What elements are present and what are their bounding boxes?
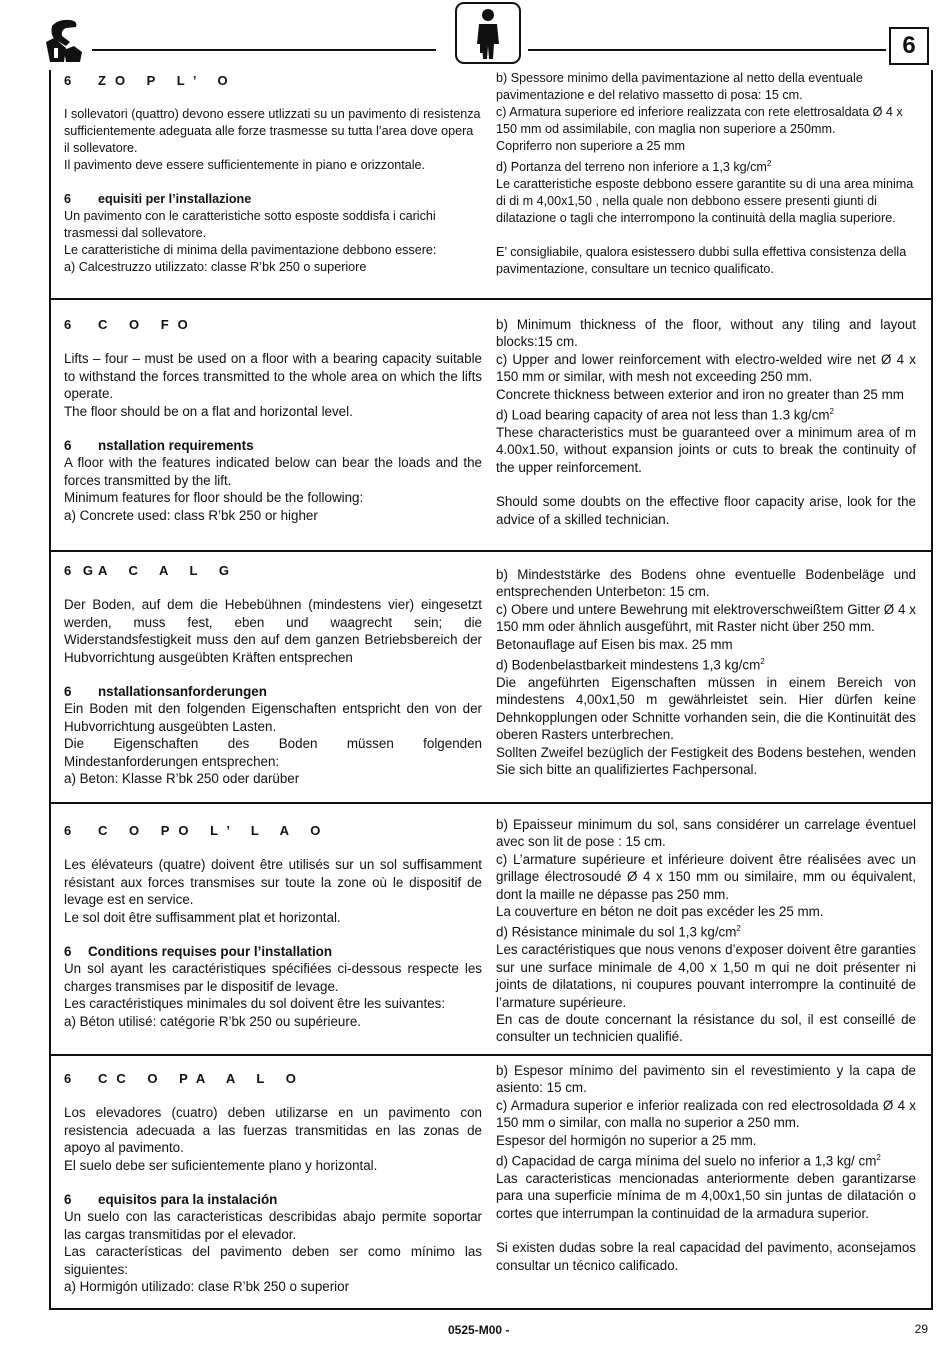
subsection-title xyxy=(64,1191,482,1208)
paragraph: The floor should be on a flat and horizontal level. xyxy=(64,403,353,419)
paragraph: Un sol ayant les caractéristiques spécifiées ci-dessous respecte les charges transmises par le dispositif de levage. xyxy=(64,961,482,994)
paragraph: Ein Boden mit den folgenden Eigenschaften entspricht den von der Hubvorrichtung ausgeübten Lasten. xyxy=(64,701,482,734)
paragraph xyxy=(496,920,916,941)
section-french xyxy=(51,802,931,1056)
paragraph: Die angeführten Eigenschaften müssen in einem Bereich von mindestens 4,00x1,50 m gewährleistet sein. Hier dürfen keine Dehnkopplungen oder Schnitte vorhanden sein, die die Kontinuität des oberen Rasters unterbrechen. xyxy=(496,674,916,743)
paragraph: Sollten Zweifel bezüglich der Festigkeit des Bodens bestehen, wenden Sie sich bitte an qualifiziertes Fachpersonal. xyxy=(496,744,916,777)
section-german xyxy=(51,550,931,802)
paragraph: Lifts – four – must be used on a floor with a bearing capacity suitable to withstand the forces transmitted to the whole area on which the lifts operate. xyxy=(64,351,482,402)
section-number: 6 xyxy=(64,73,72,88)
subsection-title-text: nstallation requirements xyxy=(98,438,254,454)
french-left-column xyxy=(64,822,482,1030)
paragraph-text: d) Résistance minimale du sol 1,3 kg/cm xyxy=(496,924,737,940)
spanish-right-column xyxy=(496,1062,916,1274)
english-left-column xyxy=(64,316,482,524)
paragraph: Las caracteristicas mencionadas anteriormente deben garantizarse para una superficie mínima de m 4,00x1,50 sin juntas de dilatación o cortes que interrumpan la continuidad de la armadura superior. xyxy=(496,1170,916,1221)
section-title xyxy=(64,822,482,839)
paragraph: Le caratteristiche di minima della pavimentazione debbono essere: xyxy=(64,243,437,257)
subsection-number: 6 xyxy=(64,1192,72,1208)
italian-left-column xyxy=(64,72,482,276)
paragraph: c) Armatura superiore ed inferiore realizzata con rete elettrosaldata Ø 4 x 150 mm od assimilabile, con maglia non superiore a 250mm. xyxy=(496,105,903,136)
paragraph: b) Spessore minimo della pavimentazione al netto della eventuale pavimentazione e del relativo massetto di posa: 15 cm. xyxy=(496,71,863,102)
paragraph: Espesor del hormigón no superior a 25 mm. xyxy=(496,1132,757,1148)
paragraph: En cas de doute concernant la résistance du sol, il est conseillé de consulter un technicien qualifié. xyxy=(496,1011,916,1045)
german-right-column xyxy=(496,566,916,778)
paragraph xyxy=(496,155,916,176)
paragraph: E’ consigliabile, qualora esistessero dubbi sulla effettiva consistenza della pavimentazione, consultare un tecnico qualificato. xyxy=(496,245,907,277)
paragraph: a) Hormigón utilizado: clase R’bk 250 o superior xyxy=(64,1279,350,1295)
paragraph: Les caractéristiques que nous venons d’exposer doivent être garanties sur une surface minimale de 4,00 x 1,50 m qui ne doit présenter ni joints de dilatations, ni coupures pouvant interrompre la continuité de l’armature supérieure. xyxy=(496,942,916,1010)
subsection-number: 6 xyxy=(64,944,72,960)
subsection-number: 6 xyxy=(64,438,72,454)
paragraph: a) Béton utilisé: catégorie R’bk 250 ou supérieure. xyxy=(64,1013,362,1029)
paragraph: I sollevatori (quattro) devono essere utlizzati su un pavimento di resistenza sufficientemente adeguata alle forze trasmesse su tutta l’area dove opera il sollevatore. xyxy=(64,107,481,155)
paragraph: b) Mindeststärke des Bodens ohne eventuelle Bodenbeläge und entsprechenden Unterbeton: 15 cm. xyxy=(496,567,916,600)
chapter-number-badge: 6 xyxy=(889,27,929,65)
section-number: 6 xyxy=(64,317,72,332)
paragraph: b) Epaisseur minimum du sol, sans considérer un carrelage éventuel avec son lit de pose : 15 cm. xyxy=(496,817,916,850)
section-number: 6 xyxy=(64,1071,72,1086)
superscript: 2 xyxy=(760,657,765,667)
section-title-text: C O PO L’ L A O xyxy=(98,823,330,838)
paragraph: Le sol doit être suffisamment plat et horizontal. xyxy=(64,909,341,925)
paragraph-text: d) Load bearing capacity of area not less than 1.3 kg/cm xyxy=(496,407,830,423)
header-rule-left xyxy=(92,49,436,51)
subsection-title-text: Conditions requises pour l’installation xyxy=(88,944,333,960)
subsection-title-text: equisitos para la instalación xyxy=(98,1192,278,1208)
paragraph: c) Obere und untere Bewehrung mit elektroverschweißtem Gitter Ø 4 x 150 mm oder ähnlich ausgeführt, mit Raster nicht über 250 mm. xyxy=(496,601,916,635)
paragraph: Les élévateurs (quatre) doivent être utilisés sur un sol suffisamment résistant aux forces transmises sur toute la zone où le dispositif de levage est en service. xyxy=(64,857,482,908)
operator-person-icon xyxy=(455,2,521,64)
paragraph: b) Minimum thickness of the floor, without any tiling and layout blocks:15 cm. xyxy=(496,317,916,350)
section-number: 6 xyxy=(64,823,72,838)
subsection-title-text: nstallationsanforderungen xyxy=(98,684,267,700)
section-english xyxy=(51,298,931,550)
paragraph: A floor with the features indicated below can bear the loads and the forces transmitted by the lift. xyxy=(64,455,482,488)
subsection-title xyxy=(64,943,482,960)
page-number: 29 xyxy=(914,1322,928,1336)
english-right-column xyxy=(496,316,916,528)
section-title xyxy=(64,562,482,579)
paragraph xyxy=(496,403,916,424)
document-code: 0525-M00 - xyxy=(448,1323,510,1337)
subsection-title xyxy=(64,437,482,454)
superscript: 2 xyxy=(736,924,741,934)
subsection-title xyxy=(64,683,482,700)
paragraph xyxy=(496,1149,916,1170)
subsection-title-text: equisiti per l’installazione xyxy=(98,192,252,206)
paragraph-text: d) Capacidad de carga mínima del suelo no inferior a 1,3 kg/ cm xyxy=(496,1153,877,1169)
paragraph: c) L’armature supérieure et inférieure doivent être réalisées avec un grillage électrosoudé Ø 4 x 150 mm ou similaire, mm ou équivalent, dont la maille ne dépasse pas 250 mm. xyxy=(496,851,916,902)
paragraph: c) Armadura superior e inferior realizada con red electrosoldada Ø 4 x 150 mm o similar, con malla no superior a 250 mm. xyxy=(496,1097,916,1131)
superscript: 2 xyxy=(829,407,834,417)
superscript: 2 xyxy=(766,159,772,168)
paragraph: Las características del pavimento deben ser como mínimo las siguientes: xyxy=(64,1244,482,1277)
paragraph: Betonauflage auf Eisen bis max. 25 mm xyxy=(496,636,733,652)
paragraph: a) Beton: Klasse R’bk 250 oder darüber xyxy=(64,771,300,787)
paragraph: Un pavimento con le caratteristiche sotto esposte soddisfa i carichi trasmessi dal sollevatore. xyxy=(64,209,436,240)
section-title xyxy=(64,1070,482,1087)
content-frame xyxy=(49,70,933,1310)
french-right-column xyxy=(496,816,916,1046)
paragraph-text: d) Bodenbelastbarkeit mindestens 1,3 kg/cm xyxy=(496,657,761,673)
paragraph: These characteristics must be guaranteed over a minimum area of m 4.00x1.50, without expansion joints or cuts to break the continuity of the upper reinforcement. xyxy=(496,424,916,475)
subsection-title xyxy=(64,191,482,208)
superscript: 2 xyxy=(876,1153,881,1163)
section-title-text: A C A L G xyxy=(98,563,238,578)
section-title-text: C O FO xyxy=(98,317,197,332)
paragraph: Der Boden, auf dem die Hebebühnen (mindestens vier) eingesetzt werden, muss fest, eben und waagrecht sein; die Widerstandsfestigkeit muss den auf dem ganzen Betriebsbereich der Hubvorrichtung ausgeübten Kräften entsprechen xyxy=(64,597,482,665)
hand-lift-logo-icon xyxy=(44,18,88,64)
paragraph xyxy=(496,653,916,674)
paragraph: b) Espesor mínimo del pavimento sin el revestimiento y la capa de asiento: 15 cm. xyxy=(496,1063,916,1096)
subsection-number: 6 xyxy=(64,192,72,206)
paragraph: El suelo debe ser suficientemente plano y horizontal. xyxy=(64,1157,378,1173)
paragraph: Un suelo con las caracteristicas describidas abajo permite soportar las cargas transmitidas por el elevador. xyxy=(64,1209,482,1242)
paragraph: a) Concrete used: class R’bk 250 or higher xyxy=(64,507,318,523)
paragraph: Minimum features for floor should be the following: xyxy=(64,490,364,506)
section-title xyxy=(64,72,482,89)
paragraph: Les caractéristiques minimales du sol doivent être les suivantes: xyxy=(64,996,446,1012)
section-number: 6 G xyxy=(64,563,97,578)
paragraph: c) Upper and lower reinforcement with electro-welded wire net Ø 4 x 150 mm or similar, with mesh not exceeding 250 mm. xyxy=(496,351,916,385)
subsection-number: 6 xyxy=(64,684,72,700)
paragraph: Should some doubts on the effective floor capacity arise, look for the advice of a skilled technician. xyxy=(496,494,916,527)
italian-right-column xyxy=(496,70,916,278)
paragraph: Si existen dudas sobre la real capacidad del pavimento, aconsejamos consultar un técnico calificado. xyxy=(496,1240,916,1273)
paragraph: Los elevadores (cuatro) deben utilizarse en un pavimento con resistencia adecuada a las fuerzas transmitidas en las zonas de apoyo al pavimento. xyxy=(64,1105,482,1156)
section-title-text: CC O PA A L O xyxy=(98,1071,305,1086)
header-rule-right xyxy=(528,49,886,51)
section-italian xyxy=(51,70,931,300)
paragraph: Concrete thickness between exterior and iron no greater than 25 mm xyxy=(496,386,904,402)
german-left-column xyxy=(64,562,482,787)
paragraph: Le caratteristiche esposte debbono essere garantite su di una area minima di di m 4,00x1,50 , nella quale non debbono essere presenti giunti di dilatazione o tagli che interrompono la continuità della maglia superiore. xyxy=(496,177,914,226)
paragraph: a) Calcestruzzo utilizzato: classe R’bk 250 o superiore xyxy=(64,260,367,274)
paragraph: Il pavimento deve essere sufficientemente in piano e orizzontale. xyxy=(64,158,426,172)
paragraph: Die Eigenschaften des Boden müssen folgenden Mindestanforderungen entsprechen: xyxy=(64,736,482,769)
section-spanish xyxy=(51,1054,931,1308)
section-title xyxy=(64,316,482,333)
section-title-text: ZO P L’ O xyxy=(98,73,237,88)
paragraph: Copriferro non superiore a 25 mm xyxy=(496,139,685,153)
paragraph-text: d) Portanza del terreno non inferiore a 1,3 kg/cm xyxy=(496,160,767,175)
spanish-left-column xyxy=(64,1070,482,1295)
paragraph: La couverture en béton ne doit pas excéder les 25 mm. xyxy=(496,904,824,920)
